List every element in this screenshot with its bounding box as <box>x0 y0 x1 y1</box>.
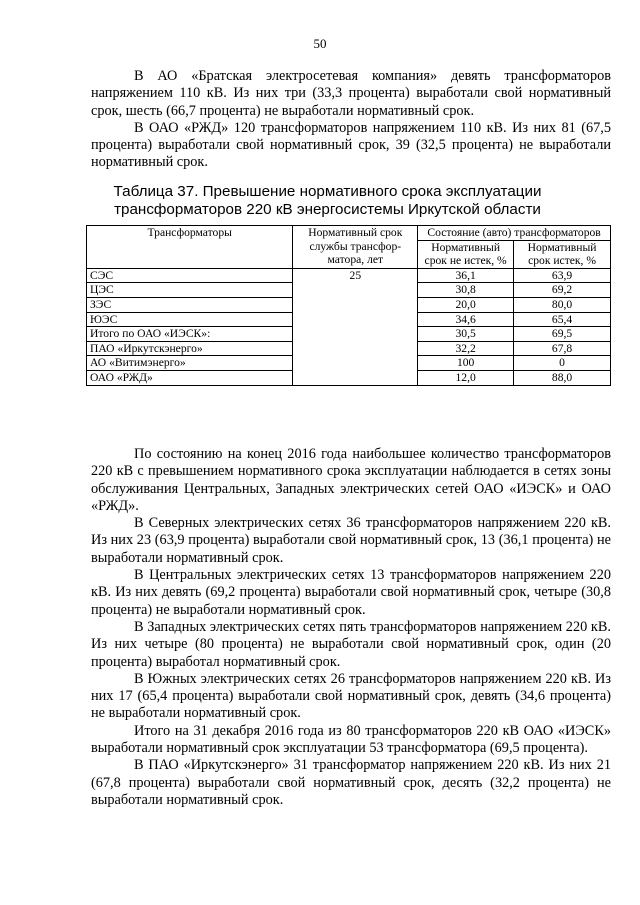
header-norm-term: Нормативный срок службы трансфор-матора, лет <box>293 226 418 269</box>
paragraph: В Западных электрических сетях пять трансформаторов напряжением 220 кВ. Из них четыре (80 процента) не выработали свой нормативный срок, один (20 процента) выработал нормативный срок. <box>91 618 611 670</box>
not-expired-value: 12,0 <box>418 370 514 385</box>
expired-value: 65,4 <box>514 312 611 327</box>
paragraph: По состоянию на конец 2016 года наибольшее количество трансформаторов 220 кВ с превышением нормативного срока эксплуатации наблюдается в сетях зоны обслуживания Центральных, Западных электрических сетей ОАО «ИЭСК» и ОАО «РЖД». <box>91 446 611 514</box>
row-name: ОАО «РЖД» <box>87 370 293 385</box>
row-name: Итого по ОАО «ИЭСК»: <box>87 327 293 342</box>
paragraph: В ОАО «РЖД» 120 трансформаторов напряжением 110 кВ. Из них 81 (67,5 процента) выработали свой нормативный срок, 39 (32,5 процента) не выработали нормативный срок. <box>91 119 611 171</box>
paragraph: В АО «Братская электросетевая компания» девять трансформаторов напряжением 110 кВ. Из них три (33,3 процента) выработали свой нормативный срок, шесть (66,7 процента) не выработали нормативный срок. <box>91 68 611 119</box>
row-name: АО «Витимэнерго» <box>87 356 293 371</box>
not-expired-value: 34,6 <box>418 312 514 327</box>
row-name: ЮЭС <box>87 312 293 327</box>
row-name: СЭС <box>87 268 293 283</box>
table-row <box>87 268 611 283</box>
expired-value: 0 <box>514 356 611 371</box>
not-expired-value: 36,1 <box>418 268 514 283</box>
not-expired-value: 32,2 <box>418 341 514 356</box>
paragraph: В Центральных электрических сетях 13 трансформаторов напряжением 220 кВ. Из них девять (69,2 процента) выработали свой нормативный срок, четыре (30,8 процента) не выработали нормативный срок. <box>91 567 611 618</box>
not-expired-value: 30,8 <box>418 283 514 298</box>
row-name: ПАО «Иркутскэнерго» <box>87 341 293 356</box>
expired-value: 69,5 <box>514 327 611 342</box>
table-caption <box>60 183 595 219</box>
expired-value: 69,2 <box>514 283 611 298</box>
transformers-table <box>86 225 611 386</box>
header-transformers: Трансформаторы <box>87 226 293 269</box>
not-expired-value: 100 <box>418 356 514 371</box>
expired-value: 80,0 <box>514 297 611 312</box>
table-caption-line: Таблица 37. Превышение нормативного срока эксплуатации <box>113 183 542 200</box>
page-number: 50 <box>313 36 327 51</box>
row-name: ЗЭС <box>87 297 293 312</box>
norm-term-value: 25 <box>293 268 418 385</box>
expired-value: 67,8 <box>514 341 611 356</box>
bottom-text <box>91 446 611 809</box>
expired-value: 63,9 <box>514 268 611 283</box>
not-expired-value: 20,0 <box>418 297 514 312</box>
paragraph: Итого на 31 декабря 2016 года из 80 трансформаторов 220 кВ ОАО «ИЭСК» выработали нормативный срок эксплуатации 53 трансформатора (69,5 процента). <box>91 722 611 757</box>
paragraph: В Северных электрических сетях 36 трансформаторов напряжением 220 кВ. Из них 23 (63,9 процента) выработали свой нормативный срок, 13 (36,1 процента) не выработали нормативный срок. <box>91 515 611 566</box>
not-expired-value: 30,5 <box>418 327 514 342</box>
row-name: ЦЭС <box>87 283 293 298</box>
paragraph: В Южных электрических сетях 26 трансформаторов напряжением 220 кВ. Из них 17 (65,4 процента) выработали свой нормативный срок, девять (34,6 процента) не выработали нормативный срок. <box>91 670 611 722</box>
header-not-expired: Нормативный срок не истек, % <box>418 240 514 268</box>
header-state: Состояние (авто) трансформаторов <box>418 226 611 241</box>
top-text <box>91 68 611 172</box>
paragraph: В ПАО «Иркутскэнерго» 31 трансформатор напряжением 220 кВ. Из них 21 (67,8 процента) выработали свой нормативный срок, десять (32,2 процента) не выработали нормативный срок. <box>91 757 611 808</box>
table-caption-line: трансформаторов 220 кВ энергосистемы Иркутской области <box>114 201 541 218</box>
header-expired: Нормативный срок истек, % <box>514 240 611 268</box>
expired-value: 88,0 <box>514 370 611 385</box>
